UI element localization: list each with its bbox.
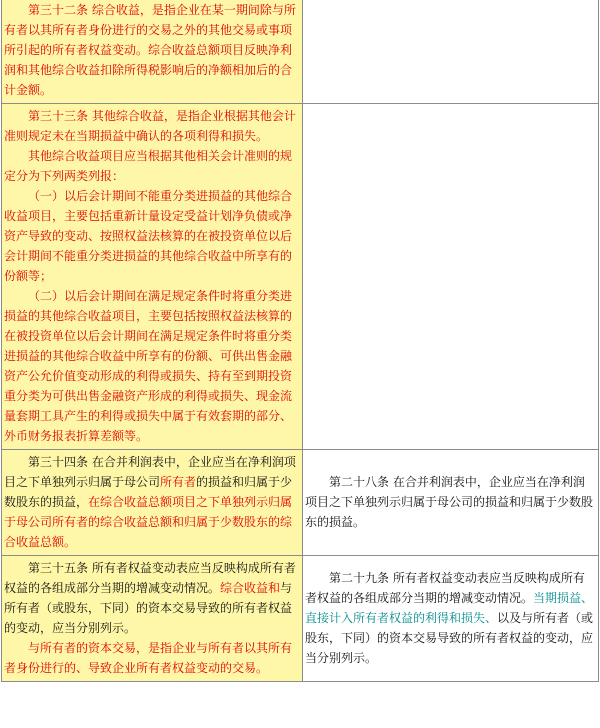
text-segment: 第三十三条 其他综合收益，是指企业根据其他会计准则规定未在当期损益中确认的各项利得和损失。 — [4, 109, 296, 143]
old-standard-cell — [303, 450, 599, 556]
text-segment: 第三十五条 所有者权益变动表应当反映构成所有者权益的各组成部分当期的增减变动情况。 — [4, 561, 296, 595]
text-segment: 与所有者的资本交易，是指企业与所有者以其所有者身份进行的、导致企业所有者权益变动的交易。 — [4, 641, 293, 675]
article-28-text — [305, 472, 596, 532]
paragraph — [4, 638, 300, 678]
article-29-text — [305, 568, 596, 668]
table-row — [2, 556, 599, 682]
paragraph — [4, 0, 300, 100]
article-33-text — [4, 106, 300, 446]
paragraph — [4, 186, 300, 286]
new-standard-cell — [2, 450, 303, 556]
article-35-text — [4, 558, 300, 678]
text-segment: 综合收益和 — [220, 581, 281, 595]
new-standard-cell — [2, 556, 303, 682]
old-standard-cell — [303, 104, 599, 450]
text-segment: 第三十二条 综合收益，是指企业在某一期间除与所有者以其所有者身份进行的交易之外的其他交易或事项所引起的所有者权益变动。综合收益总额项目反映净利润和其他综合收益扣除所得税影响后的净额相加后的合计金额。 — [4, 3, 296, 97]
text-segment: 与所有者（或股东，下同）的资本交易导致的所有者权益的变动，应当分别列示。 — [4, 581, 293, 635]
table-row — [2, 450, 599, 556]
paragraph — [4, 286, 300, 446]
paragraph — [305, 568, 596, 668]
text-segment: 第二十八条 在合并利润表中，企业应当在净利润项目之下单独列示归属于母公司的损益和归属于少数股东的损益。 — [305, 475, 594, 529]
text-segment: （二）以后会计期间在满足规定条件时将重分类进损益的其他综合收益项目，主要包括按照权益法核算的在被投资单位以后会计期间在满足规定条件时将重分类进损益的其他综合收益中所享有的份额、可供出售金融资产公允价值变动形成的利得或损失、持有至到期投资重分类为可供出售金融资产形成的利得或损失、现金流量套期工具产生的利得或损失中属于有效套期的部分、外币财务报表折算差额等。 — [4, 289, 293, 443]
paragraph — [4, 146, 300, 186]
text-segment: 其他综合收益项目应当根据其他相关会计准则的规定分为下列两类列报： — [4, 149, 293, 183]
text-segment: 当期损益、直接计入所有者权益的利得和损失、 — [305, 591, 594, 625]
text-segment: （一）以后会计期间不能重分类进损益的其他综合收益项目，主要包括重新计量设定受益计划净负债或净资产导致的变动、按照权益法核算的在被投资单位以后会计期间不能重分类进损益的其他综合收益中所享有的份额等； — [4, 189, 293, 283]
old-standard-cell — [303, 0, 599, 104]
text-segment: 所有者 — [160, 475, 197, 489]
new-standard-cell — [2, 0, 303, 104]
text-segment: 以及与所有者（或股东，下同）的资本交易导致的所有者权益的变动，应当分别列示。 — [305, 611, 594, 665]
comparison-table — [1, 0, 599, 682]
paragraph — [4, 452, 300, 552]
table-row — [2, 104, 599, 450]
paragraph — [4, 558, 300, 638]
text-segment: 的损益和归属于少数股东的损益， — [4, 475, 293, 509]
paragraph — [4, 106, 300, 146]
old-standard-cell — [303, 556, 599, 682]
text-segment: 第二十九条 所有者权益变动表应当反映构成所有者权益的各组成部分当期的增减变动情况。 — [305, 571, 585, 605]
table-row — [2, 0, 599, 104]
article-34-text — [4, 452, 300, 552]
article-32-text — [4, 0, 300, 100]
text-segment: 在综合收益总额项目之下单独列示归属于母公司所有者的综合收益总额和归属于少数股东的综合收益总额。 — [4, 495, 293, 549]
text-segment: 第三十四条 在合并利润表中，企业应当在净利润项目之下单独列示归属于母公司 — [4, 455, 296, 489]
paragraph — [305, 472, 596, 532]
new-standard-cell — [2, 104, 303, 450]
